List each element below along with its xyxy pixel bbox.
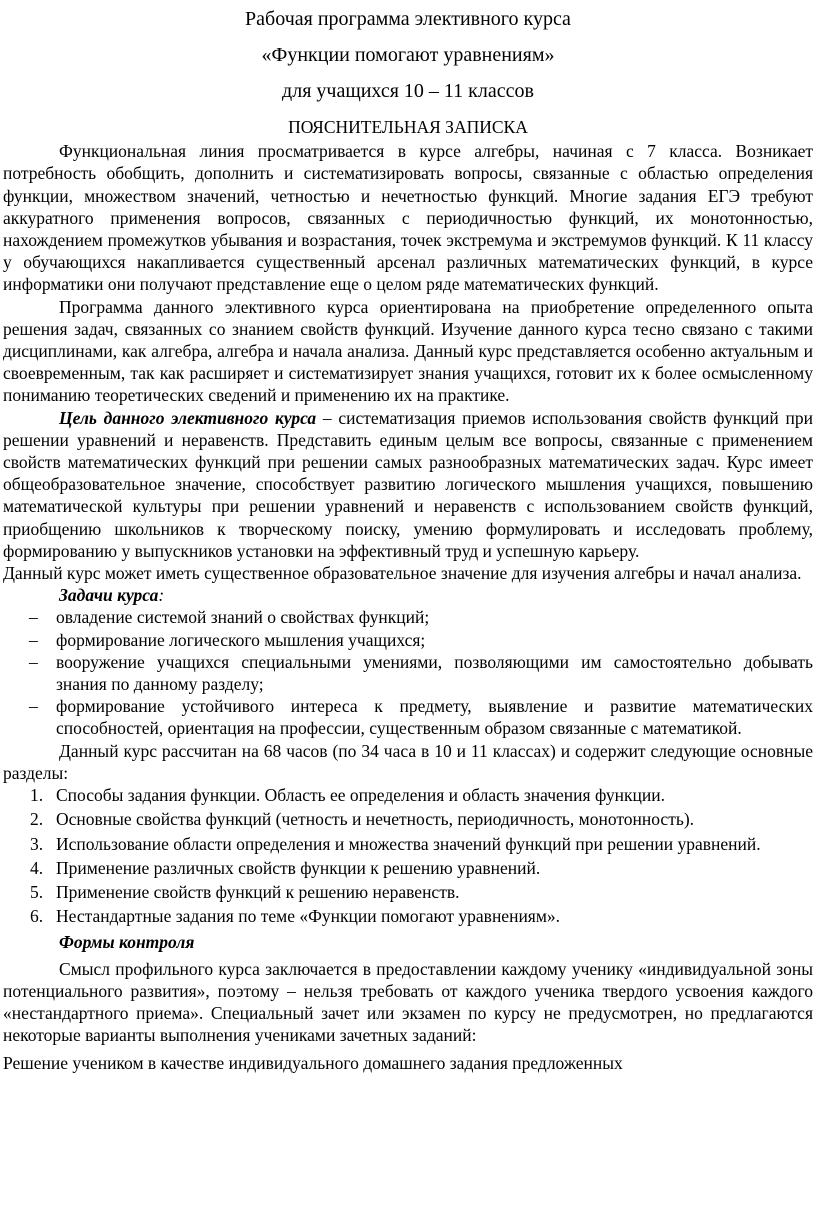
tasks-label: Задачи курса [59,585,159,606]
task-text: формирование логического мышления учащихся; [56,629,426,650]
list-item [3,857,813,879]
item-number: 6. [30,906,44,927]
target-audience: для учащихся 10 – 11 классов [282,80,534,102]
control-label: Формы контроля [59,932,195,953]
paragraph-educational-value: Данный курс может иметь существенное образовательное значение для изучения алгебры и начал анализа. [3,563,802,584]
task-text: вооружение учащихся специальными умениями, позволяющими им самостоятельно добывать знания по данному разделу; [56,651,813,695]
list-item [3,629,813,651]
task-text: формирование устойчивого интереса к предмету, выявление и развитие математических способностей, ориентация на профессии, существенным образом связанные с математикой. [56,696,813,739]
program-title: Рабочая программа элективного курса [245,8,571,30]
list-item [3,606,813,628]
dash-marker: – [29,651,38,672]
paragraph-homework: Решение учеником в качестве индивидуального домашнего задания предложенных [3,1053,623,1074]
section-text: Нестандартные задания по теме «Функции помогают уравнениям». [56,906,561,927]
paragraph-program-orientation: Программа данного элективного курса ориентирована на приобретение определенного опыта решения задач, связанных со знанием свойств функций. Изучение данного курса тесно связано с такими дисциплинами, как алгебра, алгебра и начала анализа. Данный курс представляется особенно актуальным и своевременным, так как расширяет и систематизирует знания учащихся, готовит их к более осмысленному пониманию теоретических сведений и применению их на практике. [3,296,813,406]
tasks-list [3,606,813,739]
list-item [3,833,813,855]
dash-marker: – [29,696,38,717]
list-item [3,784,813,806]
item-number: 2. [30,809,44,830]
item-number: 3. [30,833,44,854]
dash-marker: – [29,629,38,650]
list-item [3,651,813,695]
section-text: Применение свойств функций к решению неравенств. [56,881,460,902]
item-number: 4. [30,857,44,878]
course-name: «Функции помогают уравнениям» [261,44,555,66]
task-text: овладение системой знаний о свойствах функций; [56,607,430,628]
section-text: Использование области определения и множества значений функций при решении уравнений. [56,833,761,854]
dash-marker: – [29,607,38,628]
list-item [3,881,813,903]
item-number: 1. [30,785,44,806]
section-text: Основные свойства функций (четность и нечетность, периодичность, монотонность). [56,809,695,830]
item-number: 5. [30,881,44,902]
list-item [3,695,813,739]
section-text: Способы задания функции. Область ее определения и область значения функции. [56,785,665,806]
paragraph-course-hours: Данный курс рассчитан на 68 часов (по 34 часа в 10 и 11 классах) и содержит следующие основные разделы: [3,740,813,783]
section-text: Применение различных свойств функции к решению уравнений. [56,857,541,878]
list-item [3,808,813,830]
goal-label: Цель данного элективного курса [59,407,317,428]
list-item [3,905,813,927]
control-heading [3,931,813,953]
section-title: ПОЯСНИТЕЛЬНАЯ ЗАПИСКА [288,117,528,137]
paragraph-course-goal [3,407,813,562]
tasks-colon: : [158,585,165,606]
paragraph-control-forms: Смысл профильного курса заключается в предоставлении каждому ученику «индивидуальной зоны потенциального развития», поэтому – нельзя требовать от каждого ученика твердого усвоения каждого «нестандартного приема». Специальный зачет или экзамен по курсу не предусмотрен, но предлагаются некоторые варианты выполнения учениками зачетных заданий: [3,958,813,1046]
tasks-heading [3,584,813,606]
goal-text: – систематизация приемов использования свойств функций при решении уравнений и неравенств. Представить единым целым все вопросы, связанные с применением свойств математических функций при решении самых разнообразных математических задач. Курс имеет общеобразовательное значение, способствует развитию логического мышления учащихся, повышению математической культуры при решении уравнений и неравенств с использованием свойств функций, приобщению школьников к творческому поиску, умению формулировать и исследовать проблему, формированию у выпускников установки на эффективный труд и успешную карьеру. [3,407,813,561]
course-sections-list [3,784,813,927]
paragraph-functional-line: Функциональная линия просматривается в курсе алгебры, начиная с 7 класса. Возникает потребность обобщить, дополнить и систематизировать вопросы, связанные с областью определения функции, множеством значений, четностью и нечетностью функций. Многие задания ЕГЭ требуют аккуратного применения вопросов, связанных с периодичностью функций, их монотонностью, нахождением промежутков убывания и возрастания, точек экстремума и экстремумов функций. К 11 классу у обучающихся накапливается существенный арсенал различных математических функций, в курсе информатики они получают представление еще о целом ряде математических функций. [3,141,813,295]
